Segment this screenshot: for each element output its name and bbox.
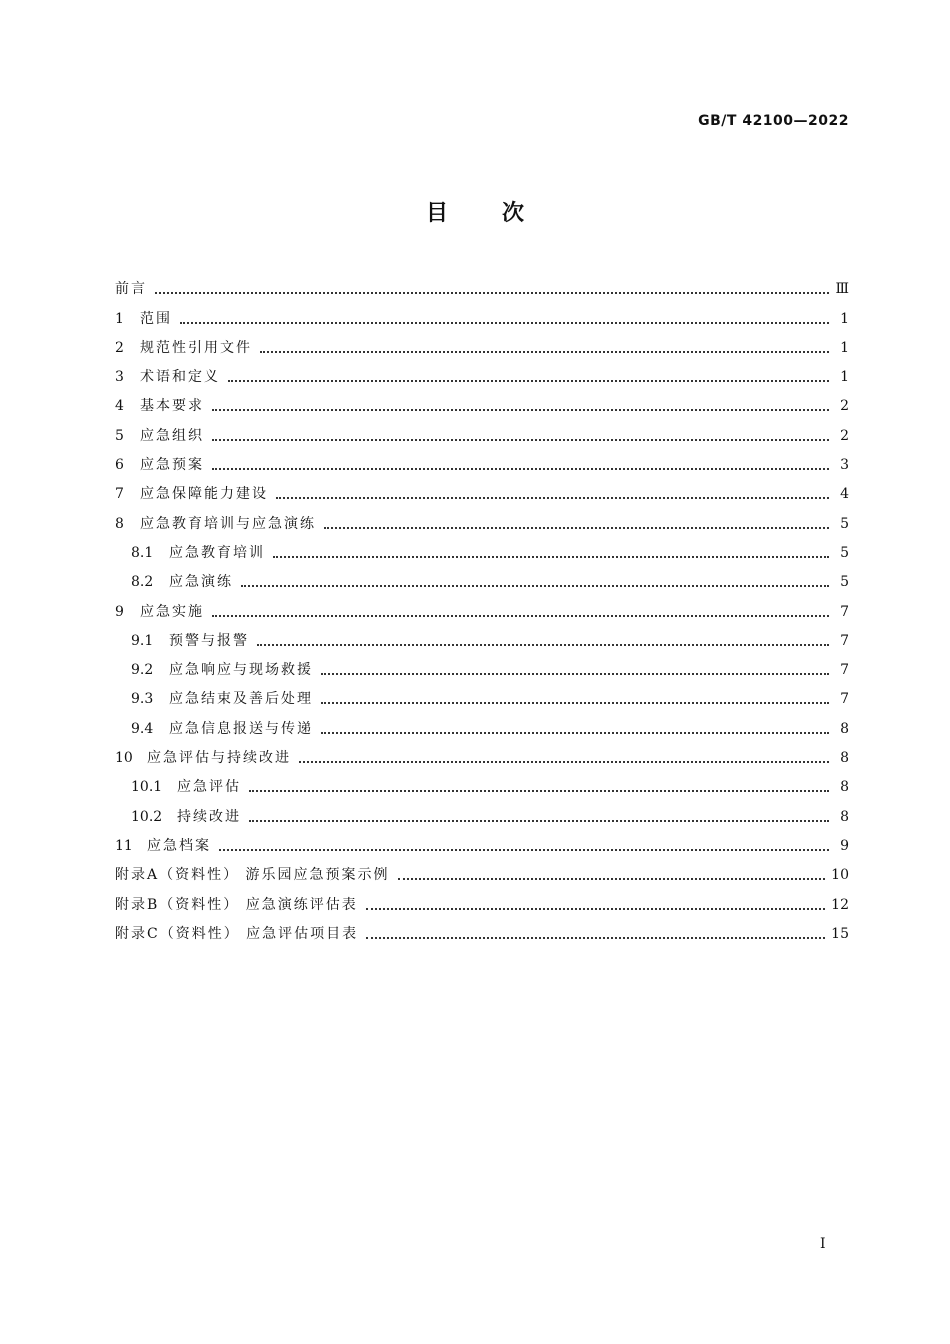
toc-entry[interactable] — [115, 592, 849, 621]
page-title: 目次 — [425, 201, 578, 226]
toc-entry-label: 应急预案 — [140, 457, 204, 474]
toc-entry[interactable] — [115, 797, 849, 826]
standard-number: GB/T 42100—2022 — [698, 113, 849, 129]
toc-entry[interactable] — [115, 504, 849, 533]
toc-leader-dots — [241, 572, 829, 592]
toc-entry-page: 8 — [840, 720, 849, 737]
toc-entry-page: 8 — [840, 750, 849, 767]
toc-entry-label: 应急组织 — [140, 427, 204, 444]
toc-entry-page: 3 — [840, 457, 849, 474]
toc-entry[interactable] — [115, 475, 849, 504]
toc-entry-page: 5 — [840, 544, 849, 561]
toc-entry-number: 10.2 — [131, 808, 163, 825]
toc-entry[interactable] — [115, 709, 849, 738]
toc-entry-page: 15 — [831, 925, 849, 942]
toc-entry-number: 1 — [115, 310, 124, 327]
toc-entry-label: 基本要求 — [140, 398, 204, 415]
toc-entry[interactable] — [115, 915, 849, 944]
toc-entry-label: 预警与报警 — [169, 632, 249, 649]
toc-entry-number: 9.1 — [131, 632, 154, 649]
toc-leader-dots — [299, 748, 829, 768]
toc-entry-page: 1 — [840, 369, 849, 386]
toc-entry[interactable] — [115, 446, 849, 475]
toc-entry[interactable] — [115, 739, 849, 768]
toc-entry-page: 9 — [840, 837, 849, 854]
toc-entry-label: 附录B（资料性） 应急演练评估表 — [115, 896, 358, 913]
toc-leader-dots — [260, 338, 829, 358]
toc-entry-number: 10 — [115, 750, 133, 767]
toc-entry-page: 12 — [831, 896, 849, 913]
toc-entry-label: 附录A（资料性） 游乐园应急预案示例 — [115, 867, 390, 884]
toc-entry-label: 前言 — [115, 281, 147, 298]
toc-entry[interactable] — [115, 387, 849, 416]
toc-entry[interactable] — [115, 329, 849, 358]
toc-entry-page: 1 — [840, 310, 849, 327]
toc-leader-dots — [321, 689, 829, 709]
toc-leader-dots — [212, 426, 829, 446]
toc-entry-number: 10.1 — [131, 779, 163, 796]
toc-entry-number: 9.2 — [131, 662, 154, 679]
toc-entry-page: 1 — [840, 339, 849, 356]
toc-entry-page: 10 — [831, 867, 849, 884]
toc-entry-label: 应急教育培训与应急演练 — [140, 515, 316, 532]
toc-entry[interactable] — [115, 270, 849, 299]
toc-entry-page: 2 — [840, 427, 849, 444]
toc-leader-dots — [273, 543, 829, 563]
toc-entry[interactable] — [115, 299, 849, 328]
toc-entry-page: 7 — [840, 632, 849, 649]
page-number: Ⅰ — [820, 1236, 826, 1252]
toc-entry[interactable] — [115, 680, 849, 709]
toc-leader-dots — [324, 514, 829, 534]
toc-entry-label: 附录C（资料性） 应急评估项目表 — [115, 925, 359, 942]
toc-entry[interactable] — [115, 651, 849, 680]
toc-leader-dots — [228, 367, 829, 387]
toc-entry-label: 应急评估 — [177, 779, 241, 796]
toc-entry-page: 4 — [840, 486, 849, 503]
toc-leader-dots — [321, 719, 829, 739]
toc-entry[interactable] — [115, 534, 849, 563]
toc-entry-number: 3 — [115, 369, 124, 386]
toc-entry-number: 2 — [115, 339, 124, 356]
toc-entry[interactable] — [115, 563, 849, 592]
toc-entry-label: 应急结束及善后处理 — [169, 691, 313, 708]
toc-entry-label: 术语和定义 — [140, 369, 220, 386]
toc-entry-number: 8.1 — [131, 544, 154, 561]
toc-leader-dots — [257, 631, 829, 651]
toc-entry-label: 应急信息报送与传递 — [169, 720, 313, 737]
toc-entry-label: 规范性引用文件 — [140, 339, 252, 356]
toc-leader-dots — [321, 660, 829, 680]
toc-entry-number: 5 — [115, 427, 124, 444]
toc-entry-label: 应急档案 — [147, 837, 211, 854]
toc-entry-page: 8 — [840, 779, 849, 796]
toc-entry-page: 7 — [840, 691, 849, 708]
toc-entry-number: 7 — [115, 486, 124, 503]
toc-leader-dots — [155, 279, 829, 299]
toc-entry-label: 应急实施 — [140, 603, 204, 620]
toc-entry-number: 9.4 — [131, 720, 154, 737]
toc-leader-dots — [212, 602, 829, 622]
toc-entry-label: 应急演练 — [169, 574, 233, 591]
toc-entry-label: 范围 — [140, 310, 172, 327]
toc-entry-number: 8 — [115, 515, 124, 532]
toc-entry-label: 应急响应与现场救援 — [169, 662, 313, 679]
toc-entry-page: 5 — [840, 574, 849, 591]
toc-entry-label: 持续改进 — [177, 808, 241, 825]
toc-entry-page: 8 — [840, 808, 849, 825]
toc-entry-number: 9 — [115, 603, 124, 620]
toc-leader-dots — [366, 895, 825, 915]
toc-leader-dots — [249, 807, 829, 827]
toc-entry-number: 9.3 — [131, 691, 154, 708]
toc-leader-dots — [212, 396, 829, 416]
toc-entry[interactable] — [115, 885, 849, 914]
toc-entry[interactable] — [115, 416, 849, 445]
toc-entry[interactable] — [115, 358, 849, 387]
toc-leader-dots — [212, 455, 829, 475]
toc-entry-number: 8.2 — [131, 574, 154, 591]
table-of-contents — [115, 270, 849, 944]
toc-leader-dots — [249, 777, 829, 797]
toc-entry-page: 7 — [840, 662, 849, 679]
toc-entry-page: 2 — [840, 398, 849, 415]
toc-leader-dots — [219, 836, 829, 856]
toc-leader-dots — [366, 924, 825, 944]
toc-entry-number: 6 — [115, 457, 124, 474]
toc-entry-page: Ⅲ — [835, 281, 849, 298]
toc-entry-label: 应急教育培训 — [169, 544, 265, 561]
toc-entry-number: 4 — [115, 398, 124, 415]
toc-entry[interactable] — [115, 856, 849, 885]
toc-entry-label: 应急评估与持续改进 — [147, 750, 291, 767]
toc-entry[interactable] — [115, 827, 849, 856]
toc-entry-number: 11 — [115, 837, 133, 854]
toc-leader-dots — [398, 865, 826, 885]
toc-entry-page: 7 — [840, 603, 849, 620]
toc-entry[interactable] — [115, 768, 849, 797]
toc-entry-page: 5 — [840, 515, 849, 532]
toc-entry-label: 应急保障能力建设 — [140, 486, 268, 503]
toc-leader-dots — [276, 484, 829, 504]
toc-entry[interactable] — [115, 622, 849, 651]
toc-leader-dots — [180, 309, 829, 329]
